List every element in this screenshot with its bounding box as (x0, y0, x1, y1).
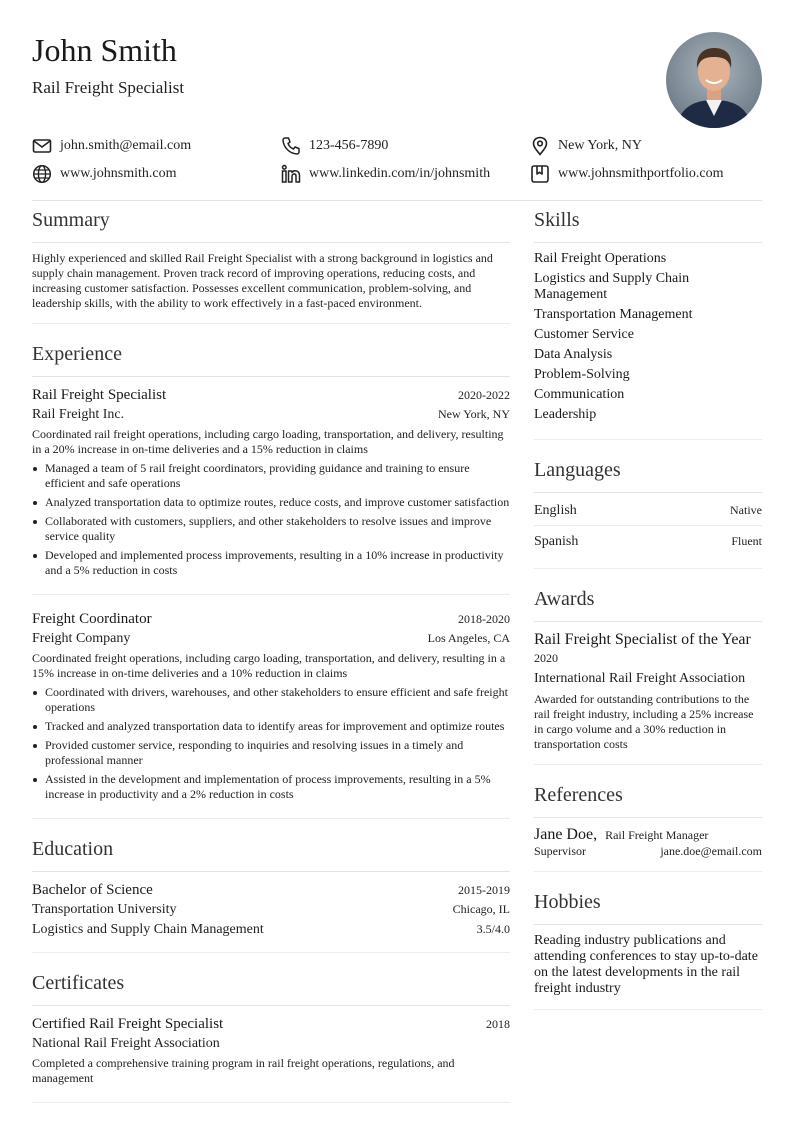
skill-item: Logistics and Supply Chain Management (534, 271, 690, 302)
website-text: www.johnsmith.com (60, 166, 177, 181)
job-company: Freight Company (32, 631, 131, 646)
location-text: New York, NY (558, 138, 643, 153)
job-description: Coordinated rail freight operations, including cargo loading, transportation, and delivery, resulting in a 20% increase in on-time deliveries and a 15% reduction in claims (32, 427, 504, 456)
job-bullet: Developed and implemented process improvements, resulting in a 10% increase in productivity and a 5% reduction in costs (32, 548, 510, 578)
skill-item: Communication (534, 387, 625, 402)
references-heading: References (534, 781, 762, 818)
education-section (32, 835, 510, 953)
reference-position: Rail Freight Manager (605, 828, 709, 842)
summary-heading: Summary (32, 206, 510, 243)
main-column (32, 206, 510, 1119)
contact-linkedin[interactable] (281, 164, 490, 184)
reference-relation: Supervisor (534, 844, 586, 858)
school-location: Chicago, IL (452, 902, 510, 916)
languages-section (534, 456, 762, 569)
certificates-heading: Certificates (32, 969, 510, 1006)
job-dates: 2020-2022 (458, 388, 510, 402)
contact-location (530, 136, 642, 156)
job-bullet: Coordinated with drivers, warehouses, and other stakeholders to ensure efficient and safe freight operations (32, 685, 510, 715)
map-pin-icon (530, 136, 550, 156)
job-title: Rail Freight Specialist (32, 387, 167, 403)
job-bullet: Provided customer service, responding to inquiries and resolving issues in a timely and professional manner (32, 738, 510, 768)
degree: Bachelor of Science (32, 882, 153, 898)
reference-email[interactable]: jane.doe@email.com (660, 844, 762, 858)
job-bullet: Analyzed transportation data to optimize routes, reduce costs, and improve customer satisfaction (32, 495, 510, 510)
certificates-section (32, 969, 510, 1103)
globe-icon (32, 164, 52, 184)
reference-name: Jane Doe, (534, 826, 598, 843)
job-bullet: Collaborated with customers, suppliers, and other stakeholders to resolve issues and improve service quality (32, 514, 510, 544)
job-dates: 2018-2020 (458, 612, 510, 626)
gpa: 3.5/4.0 (476, 922, 510, 936)
candidate-title: Rail Freight Specialist (32, 78, 185, 97)
job-bullet: Tracked and analyzed transportation data to identify areas for improvement and optimize routes (32, 719, 510, 734)
hobby-text: Reading industry publications and attending conferences to stay up-to-date on the latest developments in the rail freight industry (534, 933, 758, 996)
job-location: Los Angeles, CA (427, 631, 510, 645)
job-company: Rail Freight Inc. (32, 407, 125, 422)
experience-entry (32, 385, 510, 595)
skill-item: Problem-Solving (534, 367, 630, 382)
profile-photo (666, 32, 762, 128)
contact-email[interactable] (32, 136, 191, 156)
email-text: john.smith@email.com (60, 138, 192, 153)
certificate-issuer: National Rail Freight Association (32, 1036, 220, 1051)
job-title: Freight Coordinator (32, 611, 152, 627)
skill-item: Leadership (534, 407, 597, 422)
skills-heading: Skills (534, 206, 762, 243)
side-column (534, 206, 762, 1026)
experience-section (32, 340, 510, 819)
award-description: Awarded for outstanding contributions to the rail freight industry, including a 25% increase in cargo volume and a 30% reduction in transportation costs (534, 692, 754, 751)
skill-item: Transportation Management (534, 307, 693, 322)
certificate-year: 2018 (486, 1017, 510, 1031)
education-dates: 2015-2019 (458, 883, 510, 897)
certificate-name: Certified Rail Freight Specialist (32, 1016, 224, 1032)
candidate-name: John Smith (32, 32, 177, 68)
skill-item: Rail Freight Operations (534, 251, 667, 266)
linkedin-icon (281, 164, 301, 184)
job-bullets (32, 685, 510, 802)
language-name: Spanish (534, 534, 579, 549)
phone-text: 123-456-7890 (309, 138, 389, 153)
job-description: Coordinated freight operations, including cargo loading, transportation, and delivery, resulting in a 15% increase in on-time deliveries and a 10% reduction in claims (32, 651, 506, 680)
linkedin-text: www.linkedin.com/in/johnsmith (309, 166, 491, 181)
award-year: 2020 (534, 651, 558, 665)
job-bullets (32, 461, 510, 578)
phone-icon (281, 136, 301, 156)
hobbies-section (534, 888, 762, 1010)
language-row (534, 532, 762, 556)
summary-section (32, 206, 510, 324)
contact-website[interactable] (32, 164, 177, 184)
job-bullet: Managed a team of 5 rail freight coordinators, providing guidance and training to ensure efficient and safe operations (32, 461, 510, 491)
field-of-study: Logistics and Supply Chain Management (32, 922, 264, 937)
award-organization: International Rail Freight Association (534, 671, 746, 686)
awards-section (534, 585, 762, 765)
experience-heading: Experience (32, 340, 510, 377)
language-level: Native (730, 503, 762, 517)
hobbies-heading: Hobbies (534, 888, 762, 925)
references-section (534, 781, 762, 872)
job-bullet: Assisted in the development and implementation of process improvements, resulting in a 5% increase in productivity and a 2% reduction in costs (32, 772, 510, 802)
job-location: New York, NY (437, 407, 510, 421)
portfolio-text: www.johnsmithportfolio.com (558, 166, 724, 181)
language-row (534, 501, 762, 526)
education-heading: Education (32, 835, 510, 872)
certificate-description: Completed a comprehensive training program in rail freight operations, regulations, and management (32, 1056, 455, 1085)
award-title: Rail Freight Specialist of the Year (534, 631, 751, 648)
languages-heading: Languages (534, 456, 762, 493)
contact-portfolio[interactable] (530, 164, 724, 184)
skill-item: Customer Service (534, 327, 634, 342)
awards-heading: Awards (534, 585, 762, 622)
skills-section (534, 206, 762, 440)
envelope-icon (32, 136, 52, 156)
portfolio-icon (530, 164, 550, 184)
contact-phone[interactable] (281, 136, 388, 156)
skill-item: Data Analysis (534, 347, 613, 362)
header-divider (32, 200, 762, 201)
language-level: Fluent (731, 534, 762, 548)
school: Transportation University (32, 902, 177, 917)
language-name: English (534, 503, 577, 518)
experience-entry (32, 609, 510, 802)
summary-text: Highly experienced and skilled Rail Freight Specialist with a strong background in logistics and supply chain management. Proven track record of improving operations, reducing costs, and increasing customer satisfaction. Possesses excellent communication, problem-solving, and leadership skills, with the ability to work effectively in a fast-paced environment. (32, 251, 493, 310)
